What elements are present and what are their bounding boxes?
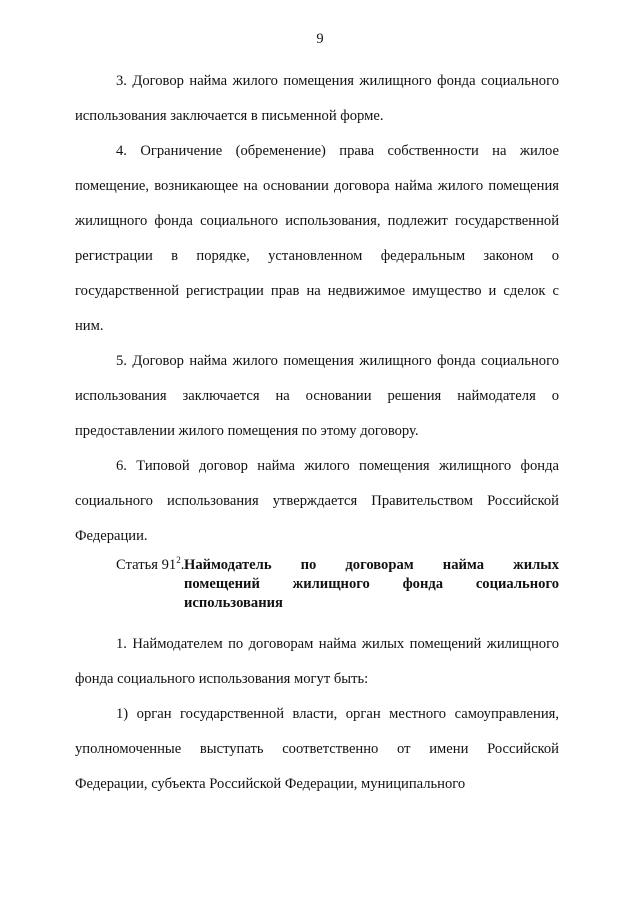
document-body bbox=[75, 64, 559, 802]
paragraph-6: 6. Типовой договор найма жилого помещения жилищного фонда социального использования утверждается Правительством Российской Федерации. bbox=[75, 458, 559, 544]
article-label-suffix: . bbox=[180, 557, 185, 573]
article-title-line-2: помещений жилищного фонда социального bbox=[184, 576, 559, 592]
article-title-line-1: Наймодатель по договорам найма жилых bbox=[184, 557, 559, 573]
paragraph-5: 5. Договор найма жилого помещения жилищного фонда социального использования заключается на основании решения наймодателя о предоставлении жилого помещения по этому договору. bbox=[75, 353, 559, 439]
paragraph-4: 4. Ограничение (обременение) права собственности на жилое помещение, возникающее на основании договора найма жилого помещения жилищного фонда социального использования, подлежит государственной регистрации в порядке, установленном федеральным законом о государственной регистрации прав на недвижимое имущество и сделок с ним. bbox=[75, 143, 559, 334]
article-subitem-1: 1) орган государственной власти, орган местного самоуправления, уполномоченные выступать соответственно от имени Российской Федерации, субъекта Российской Федерации, муниципального bbox=[75, 706, 559, 792]
article-label-text: Статья 91 bbox=[116, 557, 177, 573]
article-number bbox=[116, 556, 184, 575]
page-number: 9 bbox=[316, 31, 324, 47]
article-label-superscript: 2 bbox=[176, 555, 181, 565]
article-heading bbox=[116, 556, 559, 613]
paragraph-3: 3. Договор найма жилого помещения жилищного фонда социального использования заключается в письменной форме. bbox=[75, 73, 559, 124]
article-paragraph-1: 1. Наймодателем по договорам найма жилых помещений жилищного фонда социального использования могут быть: bbox=[75, 636, 559, 687]
article-title-line-3: использования bbox=[184, 595, 283, 611]
article-title bbox=[184, 556, 559, 613]
